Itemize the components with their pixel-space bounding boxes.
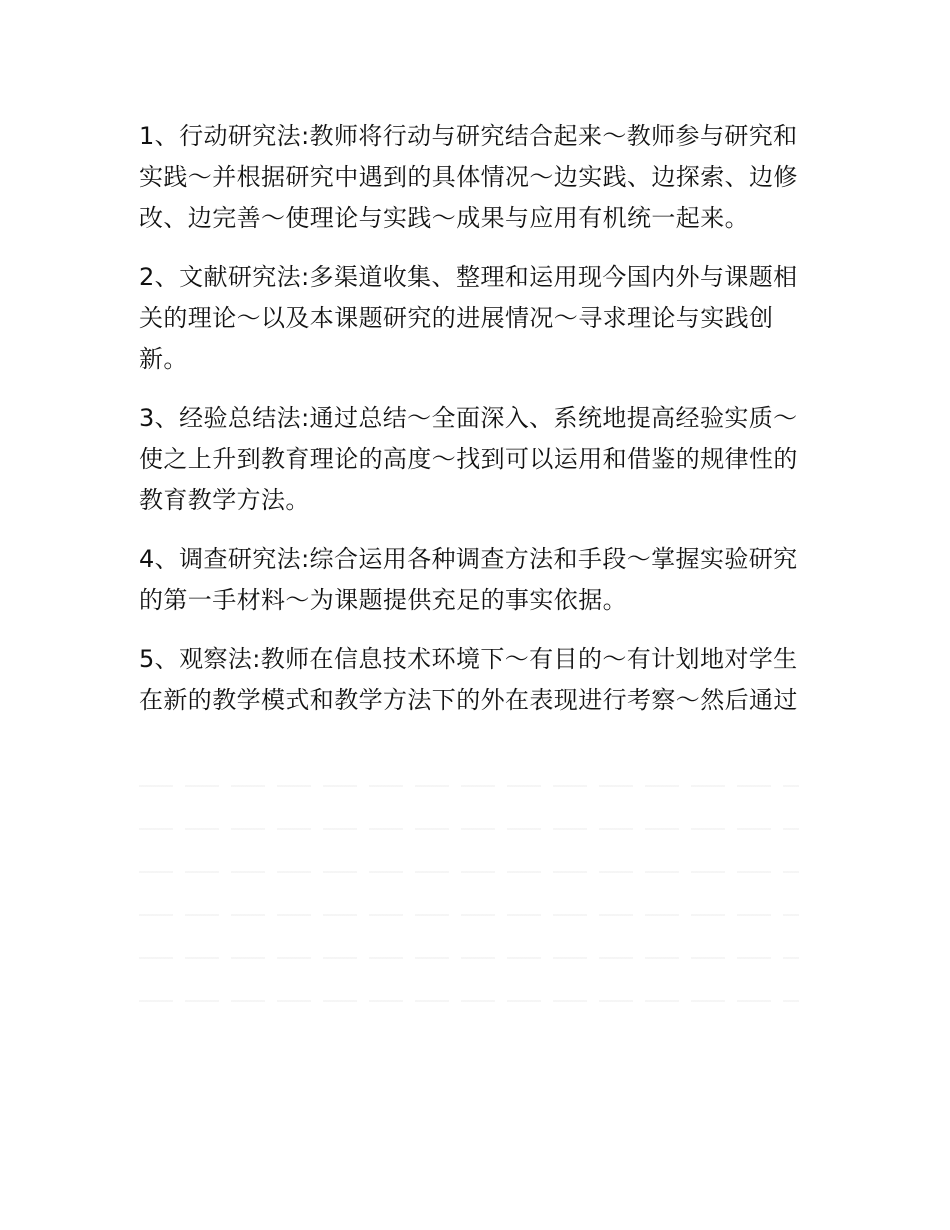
faded-line [139, 785, 799, 787]
document-body [139, 116, 799, 739]
paragraph-survey-research: 4、调查研究法:综合运用各种调查方法和手段～掌握实验研究的第一手材料～为课题提供充足的事实依据。 [139, 545, 798, 614]
paragraph-action-research: 1、行动研究法:教师将行动与研究结合起来～教师参与研究和实践～并根据研究中遇到的具体情况～边实践、边探索、边修改、边完善～使理论与实践～成果与应用有机统一起来。 [139, 122, 798, 232]
faded-line [139, 914, 799, 916]
faded-line [139, 828, 799, 830]
faded-line [139, 871, 799, 873]
faded-line [139, 1000, 799, 1002]
paragraph-experience-summary: 3、经验总结法:通过总结～全面深入、系统地提高经验实质～使之上升到教育理论的高度～找到可以运用和借鉴的规律性的教育教学方法。 [139, 404, 798, 514]
faded-line [139, 957, 799, 959]
faded-text-area [139, 785, 799, 1043]
paragraph-observation: 5、观察法:教师在信息技术环境下～有目的～有计划地对学生在新的教学模式和教学方法下的外在表现进行考察～然后通过 [139, 645, 798, 714]
paragraph-literature-research: 2、文献研究法:多渠道收集、整理和运用现今国内外与课题相关的理论～以及本课题研究的进展情况～寻求理论与实践创新。 [139, 263, 798, 373]
